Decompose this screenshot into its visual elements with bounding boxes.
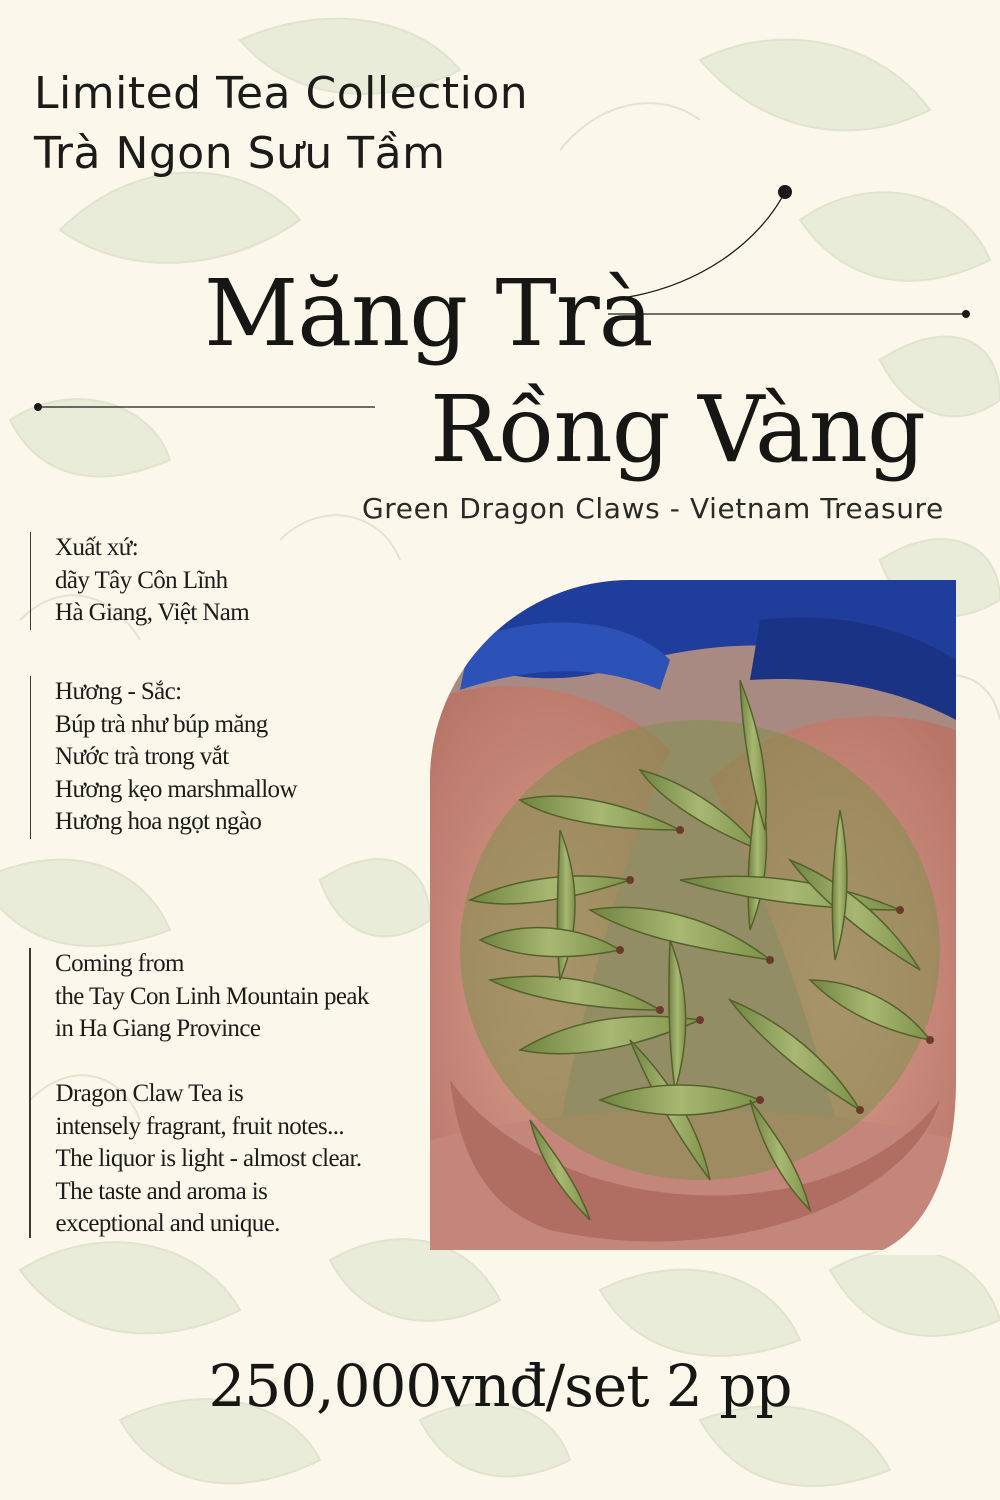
aroma-line: Hương hoa ngọt ngào [55,808,262,835]
aroma-label: Hương - Sắc: [55,678,182,705]
price-label: 250,000vnđ/set 2 pp [208,1352,792,1420]
aroma-line: Nước trà trong vắt [55,743,229,770]
english-description-1 [30,948,369,1046]
description-line: The taste and aroma is [55,1177,268,1205]
product-subtitle: Green Dragon Claws - Vietnam Treasure [362,492,944,525]
aroma-block [30,676,297,839]
origin-line: dãy Tây Côn Lĩnh [55,566,228,594]
origin-line: Hà Giang, Việt Nam [55,599,250,626]
aroma-line: Hương kẹo marshmallow [55,775,297,803]
description-line: the Tay Con Linh Mountain peak [55,982,369,1010]
product-title-line2: Rồng Vàng [430,376,925,483]
collection-title-en: Limited Tea Collection [34,68,529,119]
product-title-line1: Măng Trà [204,260,653,367]
collection-title [34,64,594,184]
description-line: in Ha Giang Province [55,1015,261,1042]
photo-corner-mask [870,1080,960,1255]
description-line: The liquor is light - almost clear. [55,1145,362,1172]
description-line: intensely fragrant, fruit notes... [55,1112,345,1140]
description-line: Coming from [55,950,184,977]
english-description-2 [30,1078,362,1241]
origin-label: Xuất xứ: [55,534,139,561]
description-line: Dragon Claw Tea is [55,1080,244,1107]
aroma-line: Búp trà như búp măng [55,710,268,738]
description-line: exceptional and unique. [55,1210,280,1237]
origin-block [30,532,249,630]
description-divider [29,948,31,1238]
collection-title-vi: Trà Ngon Sưu Tầm [34,128,446,179]
